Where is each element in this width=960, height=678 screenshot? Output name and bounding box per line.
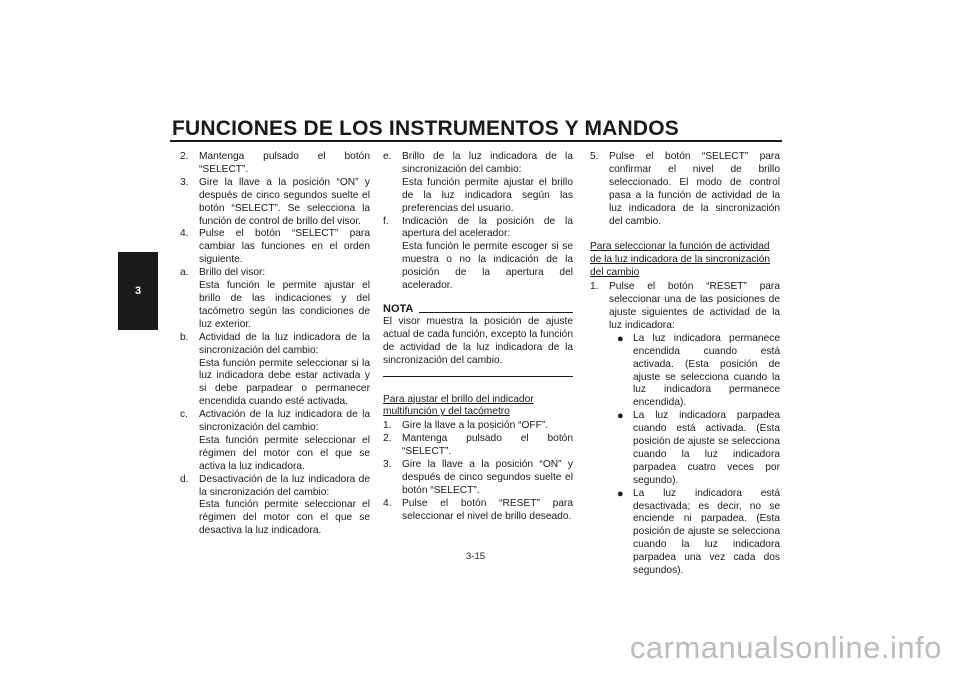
- step-text: Mantenga pulsado el botón “SELECT”.: [199, 151, 370, 175]
- title-rule: [170, 140, 782, 142]
- step-text: Gire la llave a la posición “OFF”.: [402, 420, 549, 432]
- sub-item: [383, 216, 573, 293]
- bullet-item: [617, 333, 780, 410]
- sub-desc: Esta función permite seleccionar el régimen del motor con el que se activa la luz indicadora.: [199, 434, 370, 472]
- step-text: Pulse el botón “SELECT” para cambiar las funciones en el orden siguiente.: [199, 228, 370, 266]
- step-item: [180, 151, 370, 177]
- sub-desc: Esta función permite seleccionar el régimen del motor con el que se desactiva la luz indicadora.: [199, 499, 370, 537]
- bullet-dot-icon: ●: [617, 410, 624, 423]
- column-3: [590, 151, 780, 578]
- bullet-text: La luz indicadora parpadea cuando está activada. (Esta posición de ajuste se selecciona cuando la luz indicadora parpadea cuatro veces por segundo).: [633, 410, 780, 486]
- sub-title: Actividad de la luz indicadora de la sincronización del cambio:: [199, 331, 370, 356]
- step-text: Pulse el botón “RESET” para seleccionar una de las posiciones de ajuste siguientes de actividad de la luz indicadora:: [609, 281, 780, 331]
- sub-item: [383, 151, 573, 216]
- step-text: Mantenga pulsado el botón “SELECT”.: [402, 433, 573, 458]
- sub-title: Desactivación de la luz indicadora de la sincronización del cambio:: [199, 473, 370, 498]
- step-text: Gire la llave a la posición “ON” y después de cinco segundos suelte el botón “SELECT”. Se selecciona la función de control de brillo del visor.: [199, 176, 370, 227]
- note-end-rule: [383, 376, 573, 377]
- column-1: [180, 151, 370, 538]
- step-item: [383, 459, 573, 498]
- note-label: NOTA: [383, 302, 414, 315]
- step-item: [383, 433, 573, 459]
- sub-title: Brillo del visor:: [199, 267, 266, 279]
- step-item: [180, 228, 370, 267]
- sub-desc: Esta función le permite escoger si se muestra o no la indicación de la posición de la apertura del acelerador.: [402, 241, 573, 292]
- step-number: 5.: [590, 151, 599, 162]
- section-heading: Para seleccionar la función de actividad de la luz indicadora de la sincronización del cambio: [590, 241, 771, 279]
- watermark: carmanualsonline.info: [629, 630, 942, 665]
- step-item: [590, 151, 780, 228]
- step-number: 4.: [180, 228, 189, 240]
- section-heading: Para ajustar el brillo del indicador multifunción y del tacómetro: [383, 393, 534, 418]
- bullet-list: [590, 333, 780, 578]
- sub-item: [180, 267, 370, 332]
- sub-item: [180, 474, 370, 539]
- page-number: 3-15: [466, 551, 486, 562]
- column-2: [383, 151, 573, 524]
- step-item: [180, 177, 370, 229]
- step-item: [383, 420, 573, 433]
- bullet-item: [617, 488, 780, 578]
- step-number: 2.: [383, 433, 392, 445]
- sub-desc: Esta función permite seleccionar si la luz indicadora debe estar activada y si debe parpadear o permanecer encendida cuando esté activada.: [199, 357, 370, 408]
- note-header: [383, 303, 573, 316]
- bullet-text: La luz indicadora está desactivada; es decir, no se enciende ni parpadea. (Esta posición de ajuste se selecciona cuando la luz indicadora parpadea una vez cada dos segundos).: [633, 487, 780, 577]
- step-text: Pulse el botón “RESET” para seleccionar el nivel de brillo deseado.: [402, 497, 573, 522]
- step-item: [383, 498, 573, 524]
- step-number: 1.: [383, 420, 392, 432]
- bullet-dot-icon: ●: [617, 487, 624, 500]
- sub-title: Brillo de la luz indicadora de la sincronización del cambio:: [402, 151, 573, 175]
- bullet-item: [617, 410, 780, 487]
- sub-title: Indicación de la posición de la apertura del acelerador:: [402, 215, 573, 240]
- step-number: 2.: [180, 151, 189, 162]
- chapter-tab: 3: [118, 252, 158, 330]
- sub-letter: c.: [180, 409, 188, 421]
- sub-letter: a.: [180, 267, 189, 279]
- bullet-text: La luz indicadora permanece encendida cuando está activada. (Esta posición de ajuste se selecciona cuando la luz indicadora permanece encendida).: [633, 332, 780, 409]
- note-rule: [419, 312, 573, 313]
- step-number: 3.: [180, 176, 189, 188]
- sub-desc: Esta función le permite ajustar el brillo de las indicaciones y del tacómetro según las condiciones de luz exterior.: [199, 280, 370, 330]
- note-text: El visor muestra la posición de ajuste actual de cada función, excepto la función de actividad de la luz indicadora de la sincronización del cambio.: [383, 315, 573, 366]
- bullet-dot-icon: ●: [617, 332, 624, 345]
- page-title: FUNCIONES DE LOS INSTRUMENTOS Y MANDOS: [172, 117, 679, 140]
- step-number: 4.: [383, 497, 392, 509]
- sub-title: Activación de la luz indicadora de la sincronización del cambio:: [199, 409, 370, 434]
- sub-desc: Esta función permite ajustar el brillo de la luz indicadora según las preferencias del usuario.: [402, 176, 573, 214]
- step-number: 1.: [590, 281, 599, 293]
- sub-letter: e.: [383, 151, 392, 162]
- sub-letter: b.: [180, 331, 189, 343]
- sub-item: [180, 409, 370, 474]
- sub-item: [180, 332, 370, 409]
- step-number: 3.: [383, 459, 392, 471]
- step-text: Gire la llave a la posición “ON” y después de cinco segundos suelte el botón “SELECT”.: [402, 459, 573, 496]
- step-item: [590, 281, 780, 333]
- step-text: Pulse el botón “SELECT” para confirmar el nivel de brillo seleccionado. El modo de control pasa a la función de actividad de la luz indicadora de la sincronización del cambio.: [609, 151, 780, 227]
- sub-letter: f.: [383, 215, 389, 227]
- sub-letter: d.: [180, 473, 189, 485]
